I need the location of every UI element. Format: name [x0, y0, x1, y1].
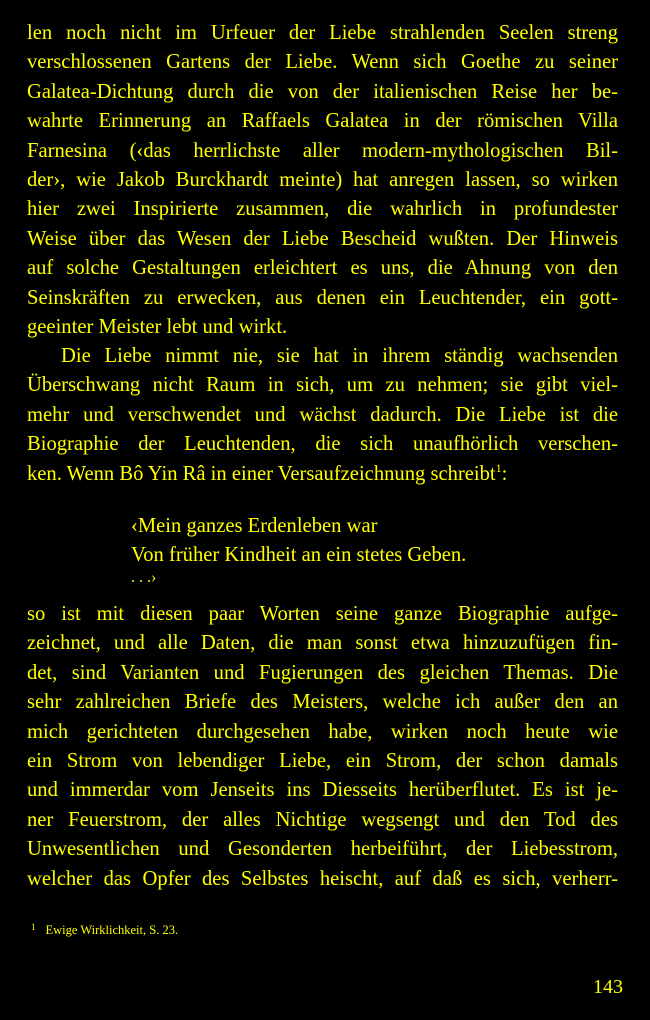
text-line: sehr zahlreichen Briefe des Meisters, welche ich außer den an [27, 691, 618, 714]
footnote-text: Ewige Wirklichkeit, S. 23. [45, 923, 179, 937]
text-line: mich gerichteten durchgesehen habe, wirken noch heute wie [27, 720, 618, 743]
text-line: auf solche Gestaltungen erleichtert es uns, die Ahnung von den [27, 257, 618, 280]
footnote [31, 922, 178, 938]
footnote-number: 1 [31, 922, 36, 932]
text-line: ein Strom von lebendiger Liebe, ein Strom, der schon damals [27, 749, 618, 772]
text-line: zeichnet, und alle Daten, die man sonst etwa hinzuzufügen fin- [27, 632, 618, 655]
text-line: det, sind Varianten und Fugierungen des gleichen Themas. Die [27, 661, 618, 684]
text-line: geeinter Meister lebt und wirkt. [27, 315, 288, 338]
text-line [27, 460, 618, 489]
text-line: verschlossenen Gartens der Liebe. Wenn sich Goethe zu seiner [27, 51, 618, 74]
text-line: Überschwang nicht Raum in sich, um zu nehmen; sie gibt viel- [27, 374, 618, 397]
verse-line: Von früher Kindheit an ein stetes Geben. [131, 544, 467, 567]
text-line: Die Liebe nimmt nie, sie hat in ihrem ständig wachsenden [61, 345, 618, 367]
text-line: der›, wie Jakob Burckhardt meinte) hat anregen lassen, so wirken [27, 168, 618, 191]
paragraph-2 [27, 342, 618, 489]
verse-ellipsis: . . .› [131, 568, 157, 586]
text-line: ner Feuerstrom, der alles Nichtige wegsengt und den Tod des [27, 808, 618, 831]
text-line: len noch nicht im Urfeuer der Liebe strahlenden Seelen streng [27, 22, 618, 44]
text-line: Biographie der Leuchtenden, die sich unaufhörlich verschen- [27, 433, 618, 456]
text-line: Farnesina (‹das herrlichste aller modern-mythologischen Bil- [27, 139, 618, 162]
text-line: welcher das Opfer des Selbstes heischt, auf daß es sich, verherr- [27, 867, 618, 890]
text-line: wahrte Erinnerung an Raffaels Galatea in der römischen Villa [27, 110, 618, 133]
text-line: und immerdar vom Jenseits ins Diesseits herüberflutet. Es ist je- [27, 779, 618, 802]
verse-line: ‹Mein ganzes Erdenleben war [131, 515, 378, 537]
text-line: Weise über das Wesen der Liebe Bescheid wußten. Der Hinweis [27, 227, 618, 250]
text-line-content: ken. Wenn Bô Yin Râ in einer Versaufzeichnung schreibt [27, 462, 496, 485]
text-line: Galatea-Dichtung durch die von der italienischen Reise her be- [27, 80, 618, 103]
text-line: Seinskräften zu erwecken, aus denen ein Leuchtender, ein gott- [27, 286, 618, 309]
footnote-reference: 1 [495, 460, 502, 475]
text-line: hier zwei Inspirierte zusammen, die wahrlich in profundester [27, 198, 618, 221]
page-number: 143 [593, 976, 623, 998]
verse-quote [131, 512, 466, 587]
text-line: mehr und verschwendet und wächst dadurch. Die Liebe ist die [27, 403, 618, 426]
paragraph-3 [27, 600, 618, 894]
paragraph-1 [27, 19, 618, 342]
text-line: Unwesentlichen und Gesonderten herbeiführt, der Liebesstrom, [27, 838, 618, 861]
text-line-end: : [501, 462, 508, 485]
text-line: so ist mit diesen paar Worten seine ganze Biographie aufge- [27, 603, 618, 625]
